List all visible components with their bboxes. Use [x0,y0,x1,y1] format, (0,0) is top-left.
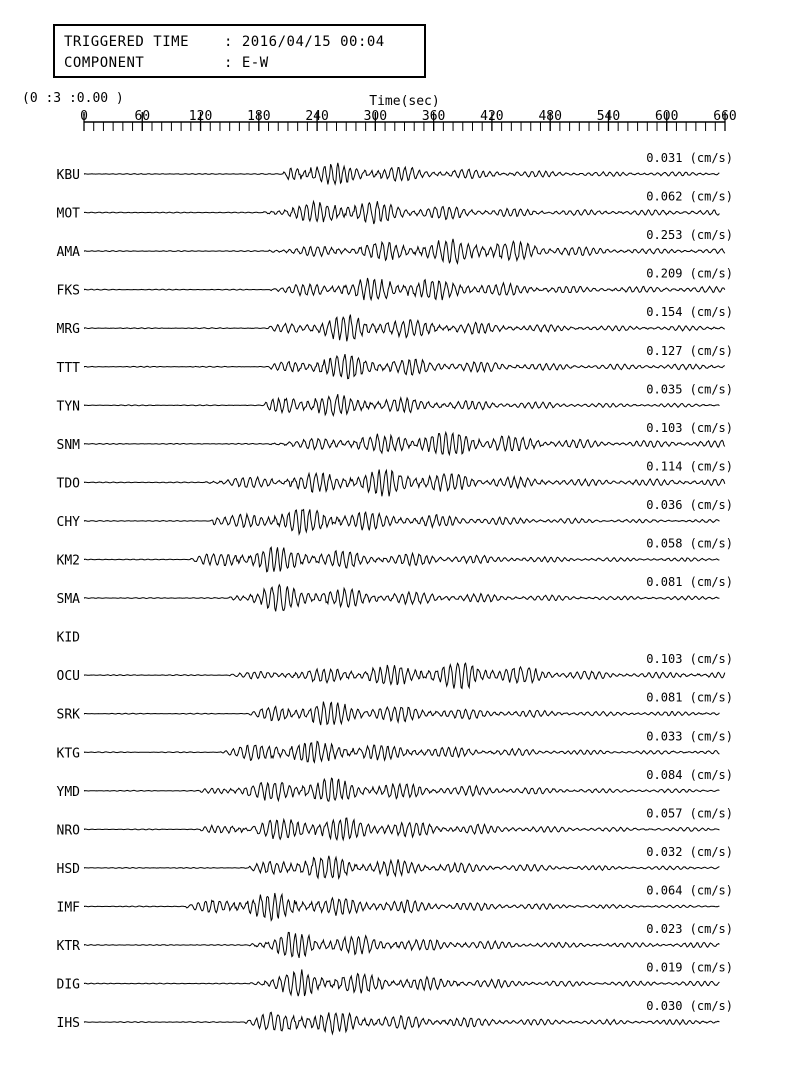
station-label: TTT [56,360,80,376]
station-max-amplitude: 0.023 (cm/s) [646,922,733,936]
station-max-amplitude: 0.081 (cm/s) [646,575,733,590]
x-tick-label: 480 [538,109,562,124]
station-label: NRO [56,823,80,839]
station-label: TYN [56,399,80,415]
x-tick-label: 420 [480,109,504,124]
station-max-amplitude: 0.114 (cm/s) [646,459,733,474]
x-tick-label: 0 [80,109,88,124]
station-max-amplitude: 0.033 (cm/s) [646,729,733,744]
station-label: AMA [56,245,80,261]
seismic-trace [84,585,719,612]
x-tick-label: 360 [421,109,446,124]
station-label: YMD [56,784,80,800]
x-tick-label: 660 [713,109,737,124]
station-max-amplitude: 0.064 (cm/s) [646,883,733,898]
seismic-trace [84,433,725,455]
x-tick-label: 300 [363,109,388,124]
component-value: E-W [241,55,269,71]
station-max-amplitude: 0.036 (cm/s) [646,497,733,512]
seismic-trace [84,470,725,497]
seismic-trace [84,278,725,300]
station-max-amplitude: 0.127 (cm/s) [646,343,733,358]
x-tick-label: 120 [188,109,213,124]
seismic-trace [84,893,719,920]
triggered-time-value: 2016/04/15 00:04 [241,34,385,50]
component-separator: : [224,55,233,71]
seismic-trace [84,547,719,571]
seismic-trace [84,1012,719,1033]
triggered-time-separator: : [224,34,233,50]
station-label: SRK [56,707,80,723]
station-max-amplitude: 0.030 (cm/s) [646,999,733,1014]
station-max-amplitude: 0.031 (cm/s) [646,151,733,165]
station-label: KTG [56,746,80,762]
station-label: MRG [56,322,80,338]
seismic-trace [84,663,725,688]
x-axis-title: Time(sec) [369,94,440,109]
station-max-amplitude: 0.209 (cm/s) [646,266,733,281]
station-label: MOT [56,206,80,222]
station-max-amplitude: 0.103 (cm/s) [646,420,733,435]
station-max-amplitude: 0.084 (cm/s) [646,767,733,782]
station-label: KBU [56,168,80,183]
component-label: COMPONENT [64,55,145,71]
station-max-amplitude: 0.253 (cm/s) [646,228,733,243]
station-label: OCU [56,669,80,685]
station-label: FKS [56,283,80,299]
seismic-trace [84,818,719,840]
x-tick-label: 60 [134,109,151,124]
station-max-amplitude: 0.154 (cm/s) [646,305,733,320]
station-max-amplitude: 0.057 (cm/s) [646,806,733,821]
x-tick-label: 240 [305,109,329,124]
station-max-amplitude: 0.032 (cm/s) [646,844,733,859]
station-max-amplitude: 0.081 (cm/s) [646,690,733,705]
station-label: IHS [56,1016,80,1032]
station-max-amplitude: 0.058 (cm/s) [646,536,733,551]
station-label: TDO [56,476,80,492]
station-label: SNM [56,437,80,453]
station-label: CHY [56,514,80,530]
seismic-trace [84,315,725,342]
time-offset-label: (0 :3 :0.00 ) [22,91,124,106]
seismic-trace [84,354,725,379]
station-max-amplitude: 0.035 (cm/s) [646,382,733,397]
station-max-amplitude: 0.103 (cm/s) [646,652,733,667]
station-label: SMA [56,592,80,608]
seismic-trace [84,509,719,534]
seismic-trace [84,163,719,185]
x-tick-label: 540 [596,109,621,124]
station-label: KID [56,630,80,646]
seismic-trace [84,970,719,997]
seismic-trace [84,201,719,224]
station-label: KM2 [56,553,80,569]
station-label: HSD [56,861,80,877]
seismic-trace [84,394,719,415]
station-max-amplitude: 0.019 (cm/s) [646,960,733,975]
seismic-trace [84,239,725,263]
triggered-time-label: TRIGGERED TIME [64,34,190,50]
station-label: IMF [56,900,80,916]
seismic-trace [84,778,719,801]
seismic-trace [84,856,719,878]
station-max-amplitude: 0.062 (cm/s) [646,189,733,204]
station-label: KTR [56,939,80,954]
x-tick-label: 600 [654,109,679,124]
seismic-trace [84,932,719,958]
seismic-trace [84,702,719,726]
x-tick-label: 180 [247,109,271,124]
station-label: DIG [56,977,80,993]
seismic-trace [84,741,719,762]
